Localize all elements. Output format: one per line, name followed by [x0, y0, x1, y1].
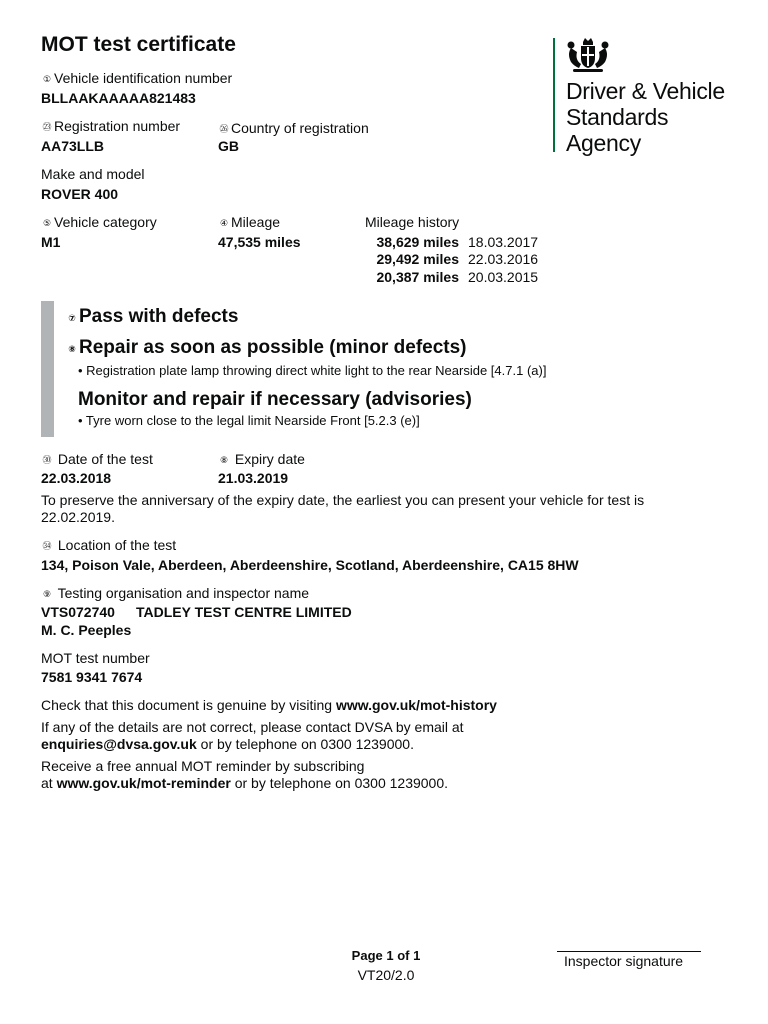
- field-number: ㉚: [42, 455, 52, 465]
- preserve-text-line-1: To preserve the anniversary of the expiry date, the earliest you can present your vehicle for test is: [41, 492, 645, 508]
- history-date: 18.03.2017: [468, 234, 539, 250]
- field-number: ④: [219, 218, 229, 228]
- test-date-label: ㉚ Date of the test: [42, 451, 153, 467]
- field-number: ⑧: [68, 344, 76, 354]
- agency-line-1: Driver & Vehicle: [566, 78, 725, 104]
- history-date: 22.03.2016: [468, 251, 539, 267]
- history-date: 20.03.2015: [468, 269, 539, 285]
- result-panel-bar: [41, 301, 54, 437]
- signature-label: Inspector signature: [564, 953, 684, 969]
- expiry-date-label: ⑧ Expiry date: [219, 451, 305, 467]
- advisory-item: • Tyre worn close to the legal limit Nearside Front [5.2.3 (e)]: [78, 413, 420, 428]
- organisation-name: TADLEY TEST CENTRE LIMITED: [136, 604, 352, 620]
- agency-line-3: Agency: [566, 130, 641, 156]
- agency-name: [566, 78, 725, 156]
- category-label: ⑤ Vehicle category: [42, 214, 157, 230]
- country-label: ㉖ Country of registration: [219, 120, 369, 136]
- preserve-text-line-2: 22.02.2019.: [41, 509, 115, 525]
- monitor-heading: Monitor and repair if necessary (advisories): [78, 389, 472, 410]
- vin-label: ① Vehicle identification number: [42, 70, 233, 86]
- logo-divider: [553, 38, 555, 152]
- reminder-text-line-1: Receive a free annual MOT reminder by subscribing: [41, 758, 365, 774]
- registration-label: ㉓ Registration number: [42, 118, 181, 134]
- registration-value: AA73LLB: [41, 138, 105, 154]
- mot-history-link[interactable]: www.gov.uk/mot-history: [335, 697, 497, 713]
- contact-text-line-2: enquiries@dvsa.gov.uk or by telephone on 0300 1239000.: [41, 736, 414, 752]
- make-model-value: ROVER 400: [41, 186, 119, 202]
- field-number: ⑧: [219, 455, 229, 465]
- agency-line-2: Standards: [566, 104, 669, 130]
- page-title: MOT test certificate: [41, 33, 236, 56]
- field-number: ⑦: [68, 313, 76, 323]
- contact-text-line-1: If any of the details are not correct, please contact DVSA by email at: [41, 719, 464, 735]
- contact-email-link[interactable]: enquiries@dvsa.gov.uk: [41, 736, 197, 752]
- repair-heading: ⑧ Repair as soon as possible (minor defects): [66, 337, 467, 359]
- inspector-name: M. C. Peeples: [41, 622, 132, 638]
- genuine-check-text: Check that this document is genuine by visiting www.gov.uk/mot-history: [41, 697, 497, 713]
- category-value: M1: [41, 234, 61, 250]
- mileage-label: ④ Mileage: [219, 214, 281, 230]
- defect-item: • Registration plate lamp throwing direct white light to the rear Nearside [4.7.1 (a)]: [78, 363, 547, 378]
- page-indicator: Page 1 of 1: [351, 948, 421, 963]
- mileage-history-label: Mileage history: [365, 214, 460, 230]
- location-label: ㉞ Location of the test: [42, 537, 177, 553]
- test-date-value: 22.03.2018: [41, 470, 112, 486]
- vin-value: BLLAAKAAAAA821483: [41, 90, 196, 106]
- field-number: ㉞: [42, 541, 52, 551]
- test-number-value: 7581 9341 7674: [41, 669, 143, 685]
- field-number: ⑤: [42, 218, 52, 228]
- mileage-value: 47,535 miles: [218, 234, 301, 250]
- country-value: GB: [218, 138, 239, 154]
- field-number: ㉖: [219, 124, 229, 134]
- organisation-label: ⑨ Testing organisation and inspector name: [42, 585, 310, 601]
- signature-line: [557, 951, 701, 952]
- history-miles: 20,387 miles: [376, 269, 459, 285]
- history-miles: 38,629 miles: [376, 234, 459, 250]
- field-number: ㉓: [42, 122, 52, 132]
- expiry-date-value: 21.03.2019: [218, 470, 289, 486]
- mot-reminder-link[interactable]: www.gov.uk/mot-reminder: [56, 775, 231, 791]
- royal-crest-icon: [565, 36, 611, 76]
- reminder-text-line-2: at www.gov.uk/mot-reminder or by telephone on 0300 1239000.: [41, 775, 449, 791]
- result-heading: ⑦ Pass with defects: [66, 306, 238, 328]
- location-value: 134, Poison Vale, Aberdeen, Aberdeenshire, Scotland, Aberdeenshire, CA15 8HW: [41, 557, 579, 573]
- history-miles: 29,492 miles: [376, 251, 459, 267]
- form-code: VT20/2.0: [357, 967, 415, 983]
- field-number: ①: [42, 74, 52, 84]
- test-number-label: MOT test number: [41, 650, 150, 666]
- make-model-label: Make and model: [41, 166, 145, 182]
- field-number: ⑨: [42, 589, 52, 599]
- organisation-site: VTS072740: [41, 604, 115, 620]
